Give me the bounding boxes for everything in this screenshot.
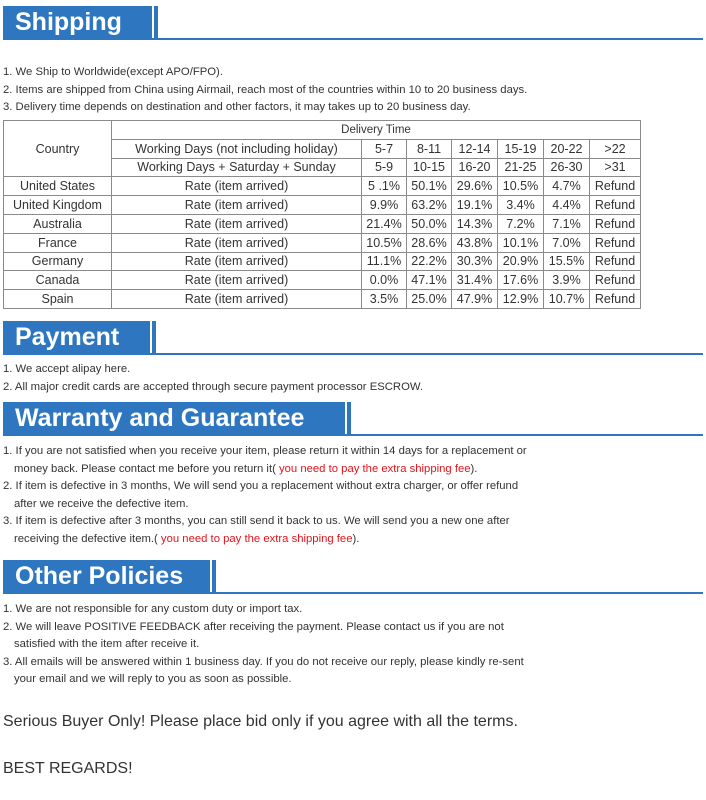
policies-list (3, 601, 706, 689)
warranty-item-1: 1. If you are not satisfied when you receive your item, please return it within 14 days for a replacement or money back. Please contact me before you return it( you need to pay the extra shipping fee). (3, 445, 527, 475)
rate-value-cell: 5 .1% (362, 177, 407, 196)
rate-value-cell: 7.1% (544, 214, 590, 233)
rate-value-cell: Refund (590, 271, 641, 290)
range-cell: 15-19 (498, 139, 544, 158)
extra-fee-notice: you need to pay the extra shipping fee (157, 532, 353, 545)
warranty-item-3: 3. If item is defective after 3 months, you can still send it back to us. We will send you a new one after receiving the defective item.( you need to pay the extra shipping fee). (3, 515, 510, 545)
country-cell: United Kingdom (4, 196, 112, 215)
policies-item-2: 2. We will leave POSITIVE FEEDBACK after receiving the payment. Please contact us if you are not satisfied with the item after receive it. (3, 620, 504, 650)
rate-value-cell: 17.6% (498, 271, 544, 290)
warranty-list (3, 443, 706, 548)
working-days-weekend-label: Working Days + Saturday + Sunday (112, 158, 362, 177)
range-cell: 10-15 (407, 158, 452, 177)
rate-value-cell: 9.9% (362, 196, 407, 215)
rate-value-cell: 4.7% (544, 177, 590, 196)
table-row (4, 252, 641, 271)
country-cell: Spain (4, 290, 112, 309)
range-cell: 26-30 (544, 158, 590, 177)
rate-value-cell: Refund (590, 196, 641, 215)
rate-value-cell: 7.2% (498, 214, 544, 233)
rate-label-cell: Rate (item arrived) (112, 214, 362, 233)
country-cell: France (4, 233, 112, 252)
rate-value-cell: 11.1% (362, 252, 407, 271)
payment-item-1: 1. We accept alipay here. (3, 363, 131, 375)
range-cell: 12-14 (452, 139, 498, 158)
warranty-item-2: 2. If item is defective in 3 months, We will send you a replacement without extra charger, or offer refund after we receive the defective item. (3, 480, 519, 510)
policies-rule (3, 592, 703, 594)
rate-value-cell: Refund (590, 177, 641, 196)
rate-value-cell: Refund (590, 233, 641, 252)
rate-value-cell: 14.3% (452, 214, 498, 233)
rate-value-cell: Refund (590, 290, 641, 309)
rate-label-cell: Rate (item arrived) (112, 196, 362, 215)
policies-section-header (0, 560, 703, 594)
payment-section-header (0, 321, 703, 355)
rate-value-cell: Refund (590, 252, 641, 271)
table-row (4, 290, 641, 309)
table-row (4, 271, 641, 290)
table-row (4, 214, 641, 233)
serious-buyer-notice: Serious Buyer Only! Please place bid only if you agree with all the terms. (3, 713, 518, 730)
rate-value-cell: 10.7% (544, 290, 590, 309)
best-regards: BEST REGARDS! (3, 760, 133, 777)
table-row (4, 177, 641, 196)
shipping-item-2: 2. Items are shipped from China using Airmail, reach most of the countries within 10 to 20 business days. (3, 83, 528, 96)
payment-title: Payment (3, 321, 150, 355)
rate-value-cell: 10.1% (498, 233, 544, 252)
rate-label-cell: Rate (item arrived) (112, 290, 362, 309)
country-header: Country (4, 121, 112, 177)
rate-value-cell: 3.5% (362, 290, 407, 309)
rate-value-cell: 63.2% (407, 196, 452, 215)
country-cell: Canada (4, 271, 112, 290)
range-cell: >22 (590, 139, 641, 158)
delivery-rate-table (3, 120, 641, 309)
rate-value-cell: 12.9% (498, 290, 544, 309)
rate-value-cell: 3.9% (544, 271, 590, 290)
rate-value-cell: 20.9% (498, 252, 544, 271)
policies-item-1: 1. We are not responsible for any custom duty or import tax. (3, 603, 303, 615)
rate-value-cell: 50.1% (407, 177, 452, 196)
policies-title: Other Policies (3, 560, 210, 594)
country-cell: Australia (4, 214, 112, 233)
working-days-label: Working Days (not including holiday) (112, 139, 362, 158)
payment-item-2: 2. All major credit cards are accepted through secure payment processor ESCROW. (3, 380, 424, 393)
range-cell: 5-7 (362, 139, 407, 158)
shipping-title: Shipping (3, 6, 152, 40)
rate-value-cell: 3.4% (498, 196, 544, 215)
rate-value-cell: 10.5% (362, 233, 407, 252)
delivery-time-header: Delivery Time (112, 121, 641, 140)
rate-value-cell: 22.2% (407, 252, 452, 271)
shipping-section-header (0, 6, 703, 40)
warranty-section-header (0, 402, 703, 436)
rate-value-cell: 0.0% (362, 271, 407, 290)
policies-item-3: 3. All emails will be answered within 1 business day. If you do not receive our reply, please kindly re-sent your email and we will reply to you as soon as possible. (3, 655, 524, 685)
table-row (4, 233, 641, 252)
range-cell: 21-25 (498, 158, 544, 177)
shipping-rule (3, 38, 703, 40)
rate-value-cell: 43.8% (452, 233, 498, 252)
rate-value-cell: 47.1% (407, 271, 452, 290)
warranty-title: Warranty and Guarantee (3, 402, 345, 436)
extra-fee-notice: you need to pay the extra shipping fee (275, 462, 471, 475)
range-cell: 8-11 (407, 139, 452, 158)
country-cell: Germany (4, 252, 112, 271)
rate-value-cell: 21.4% (362, 214, 407, 233)
rate-label-cell: Rate (item arrived) (112, 271, 362, 290)
rate-label-cell: Rate (item arrived) (112, 233, 362, 252)
rate-value-cell: 30.3% (452, 252, 498, 271)
rate-value-cell: Refund (590, 214, 641, 233)
rate-value-cell: 15.5% (544, 252, 590, 271)
rate-value-cell: 7.0% (544, 233, 590, 252)
range-cell: 16-20 (452, 158, 498, 177)
shipping-item-3: 3. Delivery time depends on destination and other factors, it may takes up to 20 business day. (3, 101, 471, 113)
shipping-list (3, 64, 706, 117)
rate-label-cell: Rate (item arrived) (112, 177, 362, 196)
range-cell: 20-22 (544, 139, 590, 158)
rate-value-cell: 47.9% (452, 290, 498, 309)
range-cell: >31 (590, 158, 641, 177)
country-cell: United States (4, 177, 112, 196)
warranty-rule (3, 434, 703, 436)
rate-value-cell: 28.6% (407, 233, 452, 252)
rate-value-cell: 29.6% (452, 177, 498, 196)
table-row (4, 196, 641, 215)
rate-value-cell: 50.0% (407, 214, 452, 233)
rate-value-cell: 25.0% (407, 290, 452, 309)
rate-label-cell: Rate (item arrived) (112, 252, 362, 271)
rate-value-cell: 31.4% (452, 271, 498, 290)
rate-value-cell: 10.5% (498, 177, 544, 196)
payment-list (3, 361, 706, 396)
range-cell: 5-9 (362, 158, 407, 177)
shipping-item-1: 1. We Ship to Worldwide(except APO/FPO). (3, 66, 223, 78)
rate-value-cell: 19.1% (452, 196, 498, 215)
rate-value-cell: 4.4% (544, 196, 590, 215)
payment-rule (3, 353, 703, 355)
